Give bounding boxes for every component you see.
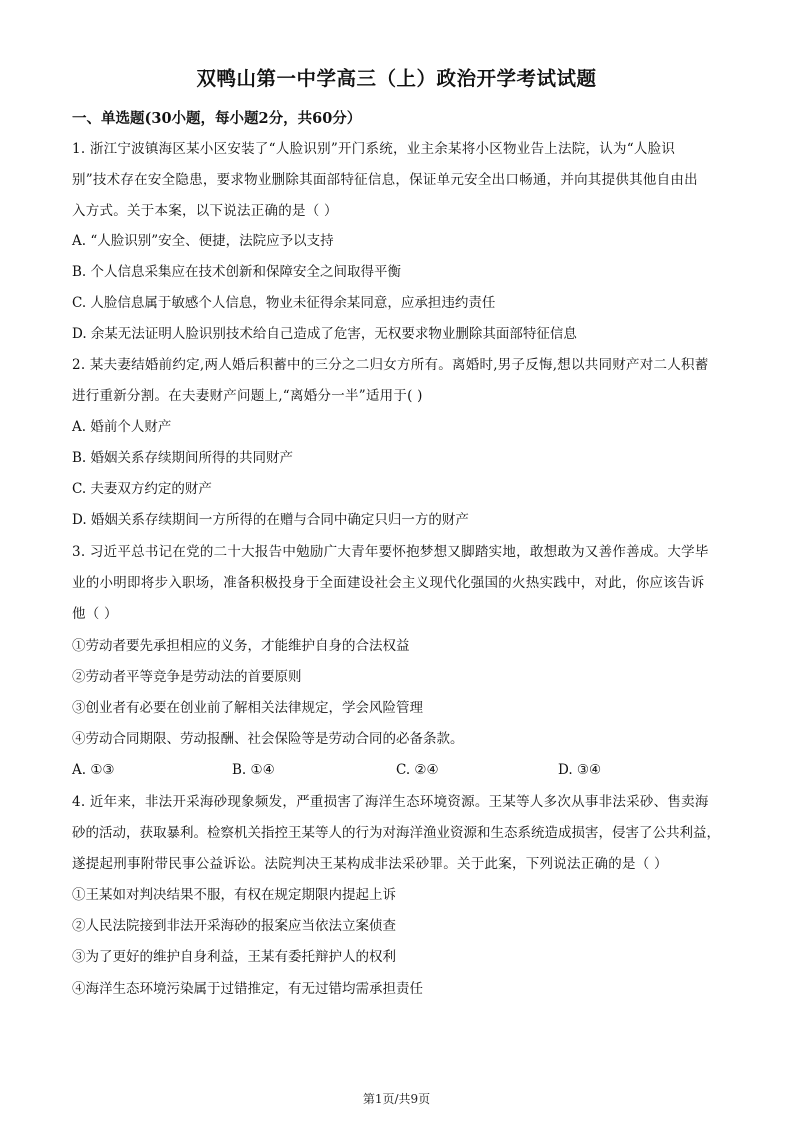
question-3-statement-4: ④劳动合同期限、劳动报酬、社会保险等是劳动合同的必备条款。 — [72, 731, 464, 747]
question-2-option-c: C. 夫妻双方约定的财产 — [72, 481, 212, 497]
question-3-stem-line: 他（ ） — [72, 606, 118, 622]
question-1-option-a: A. “人脸识别”安全、便捷，法院应予以支持 — [72, 233, 334, 249]
question-1-option-b: B. 个人信息采集应在技术创新和保障安全之间取得平衡 — [72, 264, 402, 280]
page-footer: 第1页/共9页 — [362, 1092, 431, 1106]
question-2-option-a: A. 婚前个人财产 — [72, 419, 172, 435]
question-3-choices — [72, 760, 722, 780]
question-3-statement-3: ③创业者有必要在创业前了解相关法律规定，学会风险管理 — [72, 700, 423, 716]
page-title: 双鸭山第一中学高三（上）政治开学考试试题 — [196, 67, 597, 90]
question-4-stem-line: 遂提起刑事附带民事公益诉讼。法院判决王某构成非法采砂罪。关于此案，下列说法正确的是（ ） — [72, 856, 668, 872]
question-4-statement-2: ②人民法院接到非法开采海砂的报案应当依法立案侦查 — [72, 918, 396, 934]
question-1-stem-line: 1. 浙江宁波镇海区某小区安装了“人脸识别”开门系统，业主余某将小区物业告上法院，认为“人脸识 — [72, 141, 676, 157]
question-2-stem-line: 2. 某夫妻结婚前约定,两人婚后积蓄中的三分之二归女方所有。离婚时,男子反悔,想以共同财产对二人积蓄 — [72, 357, 709, 373]
question-3-stem-line: 3. 习近平总书记在党的二十大报告中勉励广大青年要怀抱梦想又脚踏实地，敢想敢为又善作善成。大学毕 — [72, 544, 709, 560]
question-1-stem-line: 入方式。关于本案，以下说法正确的是（ ） — [72, 203, 338, 219]
question-3-choice-d: D. ③④ — [558, 762, 602, 778]
question-2-option-b: B. 婚姻关系存续期间所得的共同财产 — [72, 450, 294, 466]
question-4-stem-line: 砂的活动，获取暴利。检察机关指控王某等人的行为对海洋渔业资源和生态系统造成损害，侵害了公共利益， — [72, 825, 720, 841]
section-heading: 一、单选题(30小题，每小题2分，共60分） — [72, 110, 362, 127]
question-4-statement-4: ④海洋生态环境污染属于过错推定，有无过错均需承担责任 — [72, 981, 423, 997]
question-3-stem-line: 业的小明即将步入职场，准备积极投身于全面建设社会主义现代化强国的火热实践中，对此，你应该告诉 — [72, 575, 705, 591]
question-3-choice-c: C. ②④ — [396, 762, 439, 778]
question-3-choice-b: B. ①④ — [232, 762, 275, 778]
question-3-statement-2: ②劳动者平等竞争是劳动法的首要原则 — [72, 669, 302, 685]
question-3-statement-1: ①劳动者要先承担相应的义务，才能维护自身的合法权益 — [72, 638, 410, 654]
question-1-stem-line: 别”技术存在安全隐患，要求物业删除其面部特征信息，保证单元安全出口畅通，并向其提供其他自由出 — [72, 172, 698, 188]
question-2-stem-line: 进行重新分割。在夫妻财产问题上,“离婚分一半”适用于( ) — [72, 388, 423, 404]
question-2-option-d: D. 婚姻关系存续期间一方所得的在赠与合同中确定只归一方的财产 — [72, 512, 469, 528]
question-4-statement-1: ①王某如对判决结果不服，有权在规定期限内提起上诉 — [72, 887, 396, 903]
question-1-option-d: D. 余某无法证明人脸识别技术给自己造成了危害，无权要求物业删除其面部特征信息 — [72, 326, 577, 342]
question-4-statement-3: ③为了更好的维护自身利益，王某有委托辩护人的权利 — [72, 949, 396, 965]
question-3-choice-a: A. ①③ — [72, 762, 115, 778]
question-4-stem-line: 4. 近年来，非法开采海砂现象频发，严重损害了海洋生态环境资源。王某等人多次从事非法采砂、售卖海 — [72, 794, 709, 810]
question-1-option-c: C. 人脸信息属于敏感个人信息，物业未征得余某同意，应承担违约责任 — [72, 295, 496, 311]
